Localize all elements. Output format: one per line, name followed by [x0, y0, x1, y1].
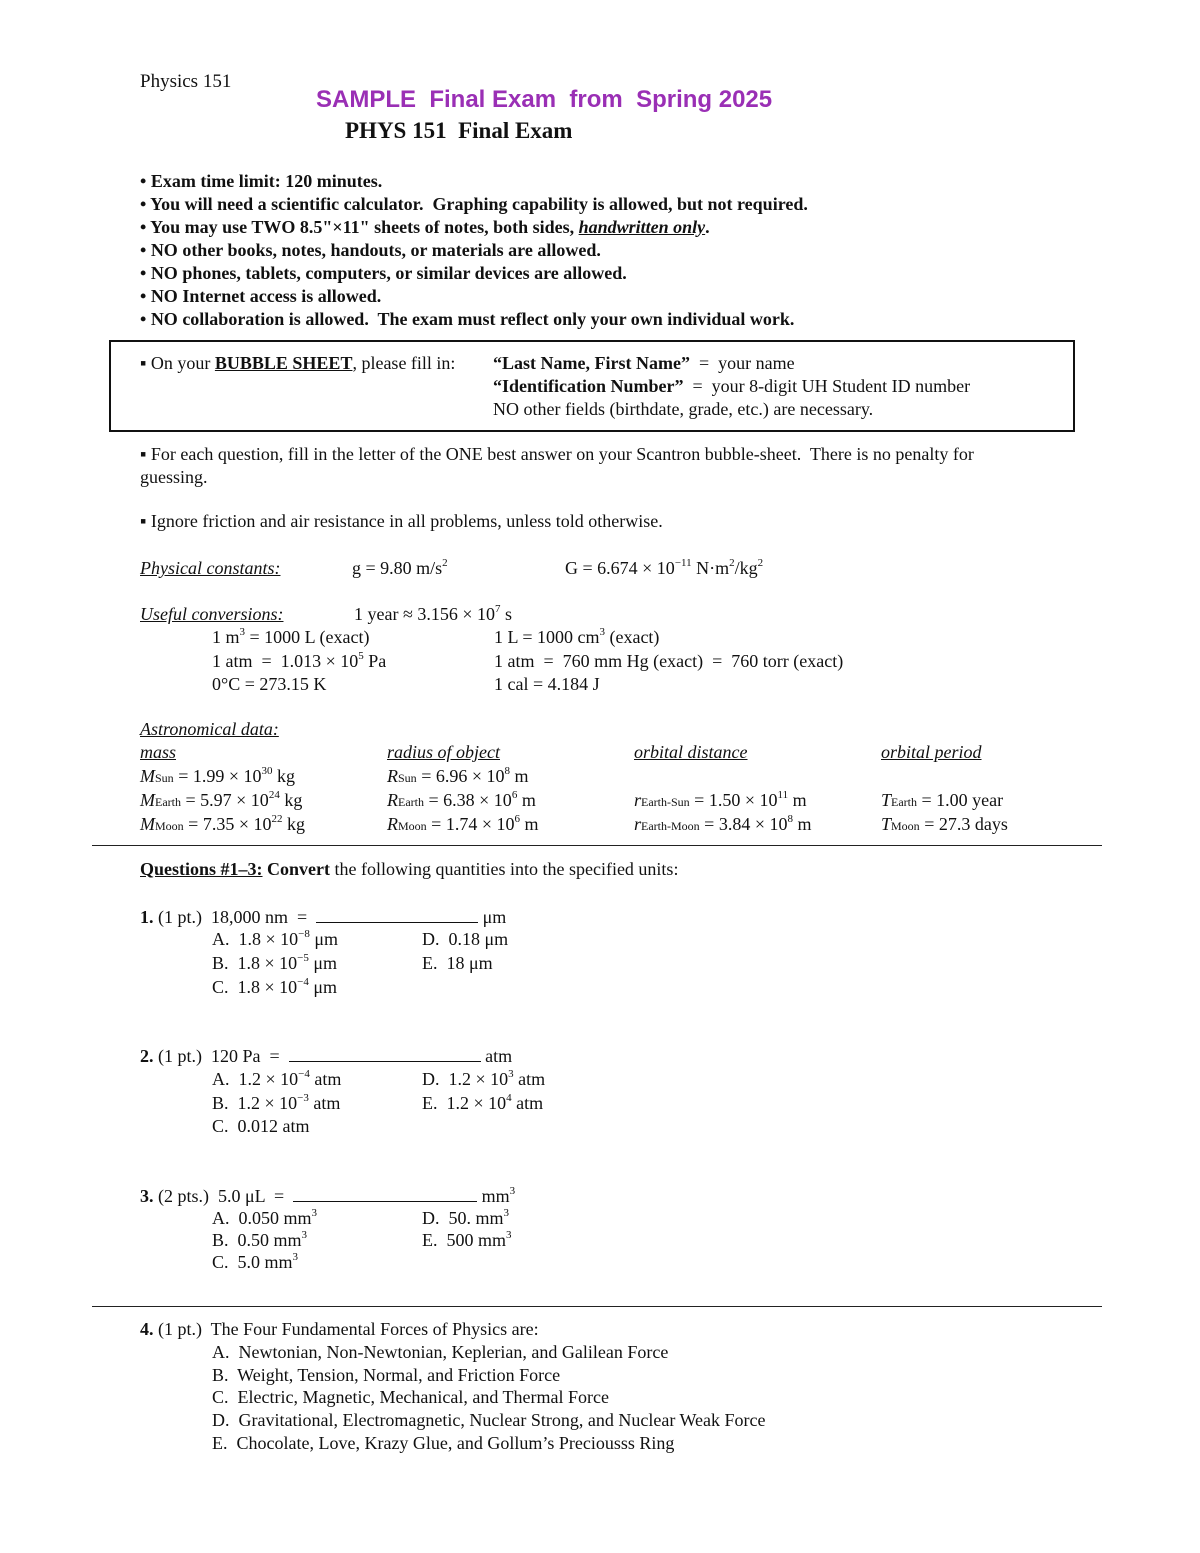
q3-option-c: C. 5.0 $mm^3$: [212, 1251, 299, 1272]
rule-7: • NO collaboration is allowed. The exam must reflect only your own individual work.: [140, 309, 795, 329]
conversion-m3: 1 $m^3 = 1000$ L (exact): [212, 626, 370, 647]
q3-option-a: A. 0.050 $mm^3$: [212, 1207, 318, 1228]
rule-2: • You will need a scientific calculator. Graphing capability is allowed, but not required.: [140, 194, 808, 214]
rule-4: • NO other books, notes, handouts, or materials are allowed.: [140, 240, 601, 260]
instruction-answer-cont: guessing.: [140, 467, 208, 487]
q1-option-a: A. $1.8 \times 10^{-8}$ μm: [212, 928, 339, 949]
conversion-atm-mmhg: 1 atm = 760 mm Hg (exact) = 760 torr (exact): [494, 651, 844, 671]
q3-option-d: D. 50. $mm^3$: [422, 1207, 510, 1228]
handwritten-only-emphasis: handwritten only: [578, 217, 706, 237]
q2-option-b: B. $1.2 \times 10^{-3}$ atm: [212, 1092, 341, 1113]
q4-option-e: E. Chocolate, Love, Krazy Glue, and Gollum’s Preciousss Ring: [212, 1433, 675, 1453]
bubble-sheet-label: BUBBLE SHEET: [214, 353, 353, 373]
distance-earth-moon: rEarth-Moon = $3.84 \times 10^8$ m: [634, 813, 812, 834]
instruction-answer: ▪ For each question, fill in the letter of the ONE best answer on your Scantron bubble-sheet. There is no penalty for: [140, 444, 974, 464]
q2-option-e: E. $1.2 \times 10^4$ atm: [422, 1092, 544, 1113]
q1-option-c: C. $1.8 \times 10^{-4}$ μm: [212, 976, 338, 997]
q4-option-a: A. Newtonian, Non-Newtonian, Keplerian, and Galilean Force: [212, 1342, 669, 1362]
exam-title: PHYS 151 Final Exam: [345, 118, 573, 143]
bubble-intro: ▪ On your BUBBLE SHEET, please fill in:: [140, 353, 456, 373]
question-2: 2. (1 pt.) 120 Pa = atm: [140, 1046, 513, 1066]
q1-option-b: B. $1.8 \times 10^{-5}$ μm: [212, 952, 338, 973]
period-earth: TEarth = 1.00 year: [881, 790, 1004, 810]
question-1: 1. (1 pt.) 18,000 nm = μm: [140, 907, 507, 927]
bubble-other-fields: NO other fields (birthdate, grade, etc.) are necessary.: [493, 399, 874, 419]
constant-g: g = 9.80 $m/s^2$: [352, 557, 448, 578]
q4-option-d: D. Gravitational, Electromagnetic, Nuclear Strong, and Nuclear Weak Force: [212, 1410, 766, 1430]
sample-title: SAMPLE Final Exam from Spring 2025: [316, 86, 773, 113]
q2-option-c: C. 0.012 atm: [212, 1116, 310, 1136]
rule-5: • NO phones, tablets, computers, or similar devices are allowed.: [140, 263, 627, 283]
q3-option-e: E. 500 $mm^3$: [422, 1229, 512, 1250]
q3-option-b: B. 0.50 $mm^3$: [212, 1229, 308, 1250]
astro-label: Astronomical data:: [140, 719, 279, 739]
q4-option-b: B. Weight, Tension, Normal, and Friction Force: [212, 1365, 561, 1385]
bubble-id-field: “Identification Number” = your 8-digit UH Student ID number: [493, 376, 971, 396]
q2-option-a: A. $1.2 \times 10^{-4}$ atm: [212, 1068, 342, 1089]
rule-6: • NO Internet access is allowed.: [140, 286, 382, 306]
divider-1: [92, 845, 1102, 846]
question-3: 3. (2 pts.) 5.0 μL = $mm^3$: [140, 1185, 516, 1206]
mass-sun: MSun = $1.99 \times 10^{30}$ kg: [140, 765, 295, 786]
astro-header-radius: radius of object: [387, 742, 500, 762]
answer-blank-3: [293, 1185, 477, 1202]
constants-label: Physical constants:: [140, 558, 281, 578]
answer-blank-1: [316, 906, 478, 923]
radius-moon: RMoon = $1.74 \times 10^6$ m: [387, 813, 539, 834]
instruction-friction: ▪ Ignore friction and air resistance in all problems, unless told otherwise.: [140, 511, 663, 531]
q4-option-c: C. Electric, Magnetic, Mechanical, and Thermal Force: [212, 1387, 610, 1407]
astro-header-mass: mass: [140, 742, 177, 762]
distance-earth-sun: rEarth-Sun = $1.50 \times 10^{11}$ m: [634, 789, 807, 810]
conversion-year: 1 year ≈ $3.156 \times 10^7$ s: [354, 603, 513, 624]
constant-G: $G = 6.674 \times 10^{-11}$ $N\cdot m^2/kg^2$: [565, 557, 764, 578]
q1-option-d: D. 0.18 μm: [422, 929, 509, 949]
astro-header-distance: orbital distance: [634, 742, 748, 762]
radius-sun: RSun = $6.96 \times 10^8$ m: [387, 765, 529, 786]
answer-blank-2: [289, 1045, 481, 1062]
conversion-L: 1 L = 1000 $cm^3$ (exact): [494, 626, 660, 647]
section-1-heading: Questions #1–3: Convert the following quantities into the specified units:: [140, 859, 679, 879]
conversion-cal: 1 cal = 4.184 J: [494, 674, 600, 694]
question-4: 4. (1 pt.) The Four Fundamental Forces of Physics are:: [140, 1319, 539, 1339]
astro-header-period: orbital period: [881, 742, 982, 762]
course-label: Physics 151: [140, 71, 232, 92]
mass-earth: MEarth = $5.97 \times 10^{24}$ kg: [140, 789, 303, 810]
conversion-atm-pa: 1 atm = $1.013 \times 10^5$ Pa: [212, 650, 387, 671]
conversions-label: Useful conversions:: [140, 604, 284, 624]
q2-option-d: D. $1.2 \times 10^3$ atm: [422, 1068, 546, 1089]
conversion-kelvin: 0°C = 273.15 K: [212, 674, 327, 694]
bubble-name-field: “Last Name, First Name” = your name: [493, 353, 795, 373]
radius-earth: REarth = $6.38 \times 10^6$ m: [387, 789, 536, 810]
period-moon: TMoon = 27.3 days: [881, 814, 1008, 834]
rule-3: • You may use TWO 8.5"×11" sheets of notes, both sides, handwritten only.: [140, 217, 710, 237]
mass-moon: MMoon = $7.35 \times 10^{22}$ kg: [140, 813, 305, 834]
rule-1: • Exam time limit: 120 minutes.: [140, 171, 383, 191]
q1-option-e: E. 18 μm: [422, 953, 493, 973]
divider-2: [92, 1306, 1102, 1307]
